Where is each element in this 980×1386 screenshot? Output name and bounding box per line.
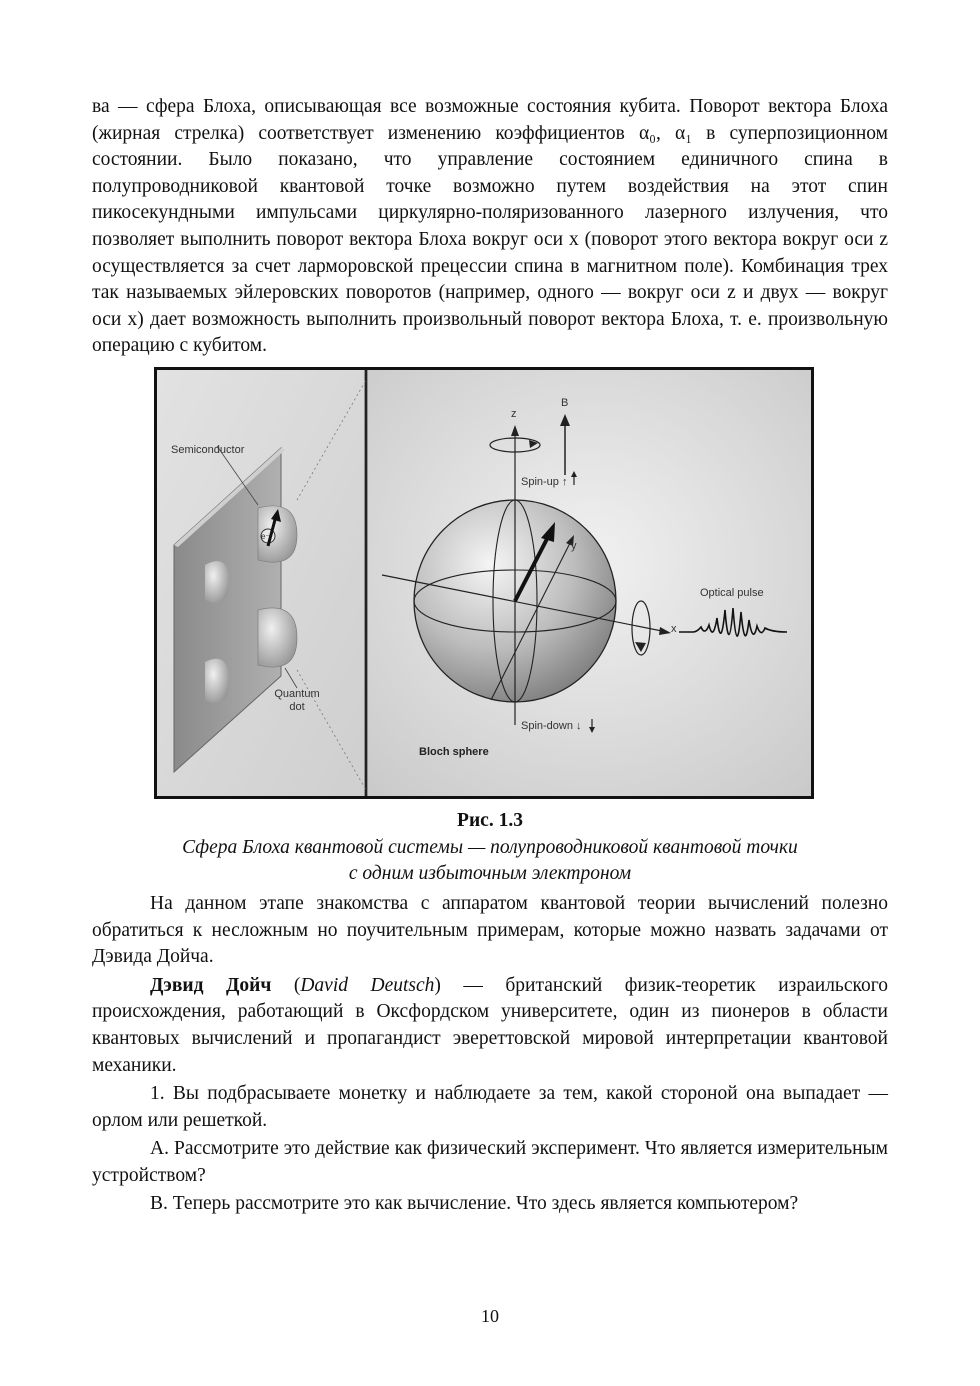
paragraph-1: ва — сфера Блоха, описывающая все возможные состояния кубита. Поворот вектора Блоха (жирная стрелка) соответствует изменению коэффициентов α₀, α₁ в суперпозиционном состоянии. Было показано, что управление состоянием единичного спина в полупроводниковой квантовой точке возможно путем воздействия на этот спин пикосекундными импульсами циркулярно-поляризованного лазерного излучения, что позволяет выполнить поворот вектора Блоха вокруг оси x (поворот этого вектора вокруг оси z осуществляется за счет ларморовской прецессии спина в магнитном поле). Комбинация трех так называемых эйлеровских поворотов (например, одного — вокруг оси z и двух — вокруг оси x) дает возможность выполнить произвольный поворот вектора Блоха, т. е. произвольную операцию с кубитом. bbox=[92, 96, 888, 357]
label-z-axis: z bbox=[511, 407, 517, 420]
paragraph-5: А. Рассмотрите это действие как физический эксперимент. Что является измерительным устройством? bbox=[92, 1138, 888, 1186]
paragraph-6: В. Теперь рассмотрите это как вычисление. Что здесь является компьютером? bbox=[150, 1193, 799, 1215]
label-y-axis: y bbox=[571, 539, 577, 552]
paragraph-2: На данном этапе знакомства с аппаратом квантовой теории вычислений полезно обратиться к несложным но поучительным примерам, которые можно назвать задачами от Дэвида Дойча. bbox=[92, 892, 888, 968]
figure-illustration bbox=[157, 370, 811, 796]
page-number: 10 bbox=[481, 1306, 499, 1326]
figure-1-3 bbox=[154, 367, 814, 799]
label-quantum-dot: Quantum dot bbox=[274, 687, 320, 713]
figure-caption bbox=[92, 835, 888, 887]
label-optical-pulse: Optical pulse bbox=[700, 586, 764, 599]
figure-number: Рис. 1.3 bbox=[457, 809, 523, 831]
label-spin-down: Spin-down ↓ bbox=[521, 719, 582, 732]
paragraph-3: Дэвид Дойч (David Deutsch) — британский физик-теоретик израильского происхождения, работающий в Оксфордском университете, один из пионеров в области квантовых вычислений и пропагандист эвереттовской мировой интерпретации квантовой механики. bbox=[92, 974, 888, 1076]
figure-caption-line-2: с одним избыточным электроном bbox=[348, 862, 632, 884]
label-bloch-sphere: Bloch sphere bbox=[419, 745, 489, 758]
quantum-dot-1 bbox=[205, 561, 229, 603]
figure-caption-line-1: Сфера Блоха квантовой системы — полупроводниковой квантовой точки bbox=[182, 836, 798, 858]
quantum-dot-4 bbox=[258, 608, 297, 667]
label-semiconductor: Semiconductor bbox=[171, 443, 245, 456]
quantum-dot-2 bbox=[205, 659, 229, 703]
label-spin-up: Spin-up ↑ bbox=[521, 475, 568, 488]
label-x-axis: x bbox=[671, 622, 677, 635]
page-body bbox=[92, 94, 888, 1218]
deutsch-name: Дэвид Дойч bbox=[150, 974, 272, 996]
deutsch-bio: ) — британский физик-теоретик израильского происхождения, работающий в Оксфордском университете, один из пионеров в области квантовых вычислений и пропагандист эвереттовской мировой интерпретации квантовой механики. bbox=[92, 974, 888, 1076]
label-electron: e⁻ bbox=[261, 531, 270, 541]
deutsch-name-en: David Deutsch bbox=[300, 974, 435, 996]
paragraph-4: 1. Вы подбрасываете монетку и наблюдаете за тем, какой стороной она выпадает — орлом или решеткой. bbox=[92, 1083, 888, 1131]
label-b-field: B bbox=[561, 396, 569, 409]
